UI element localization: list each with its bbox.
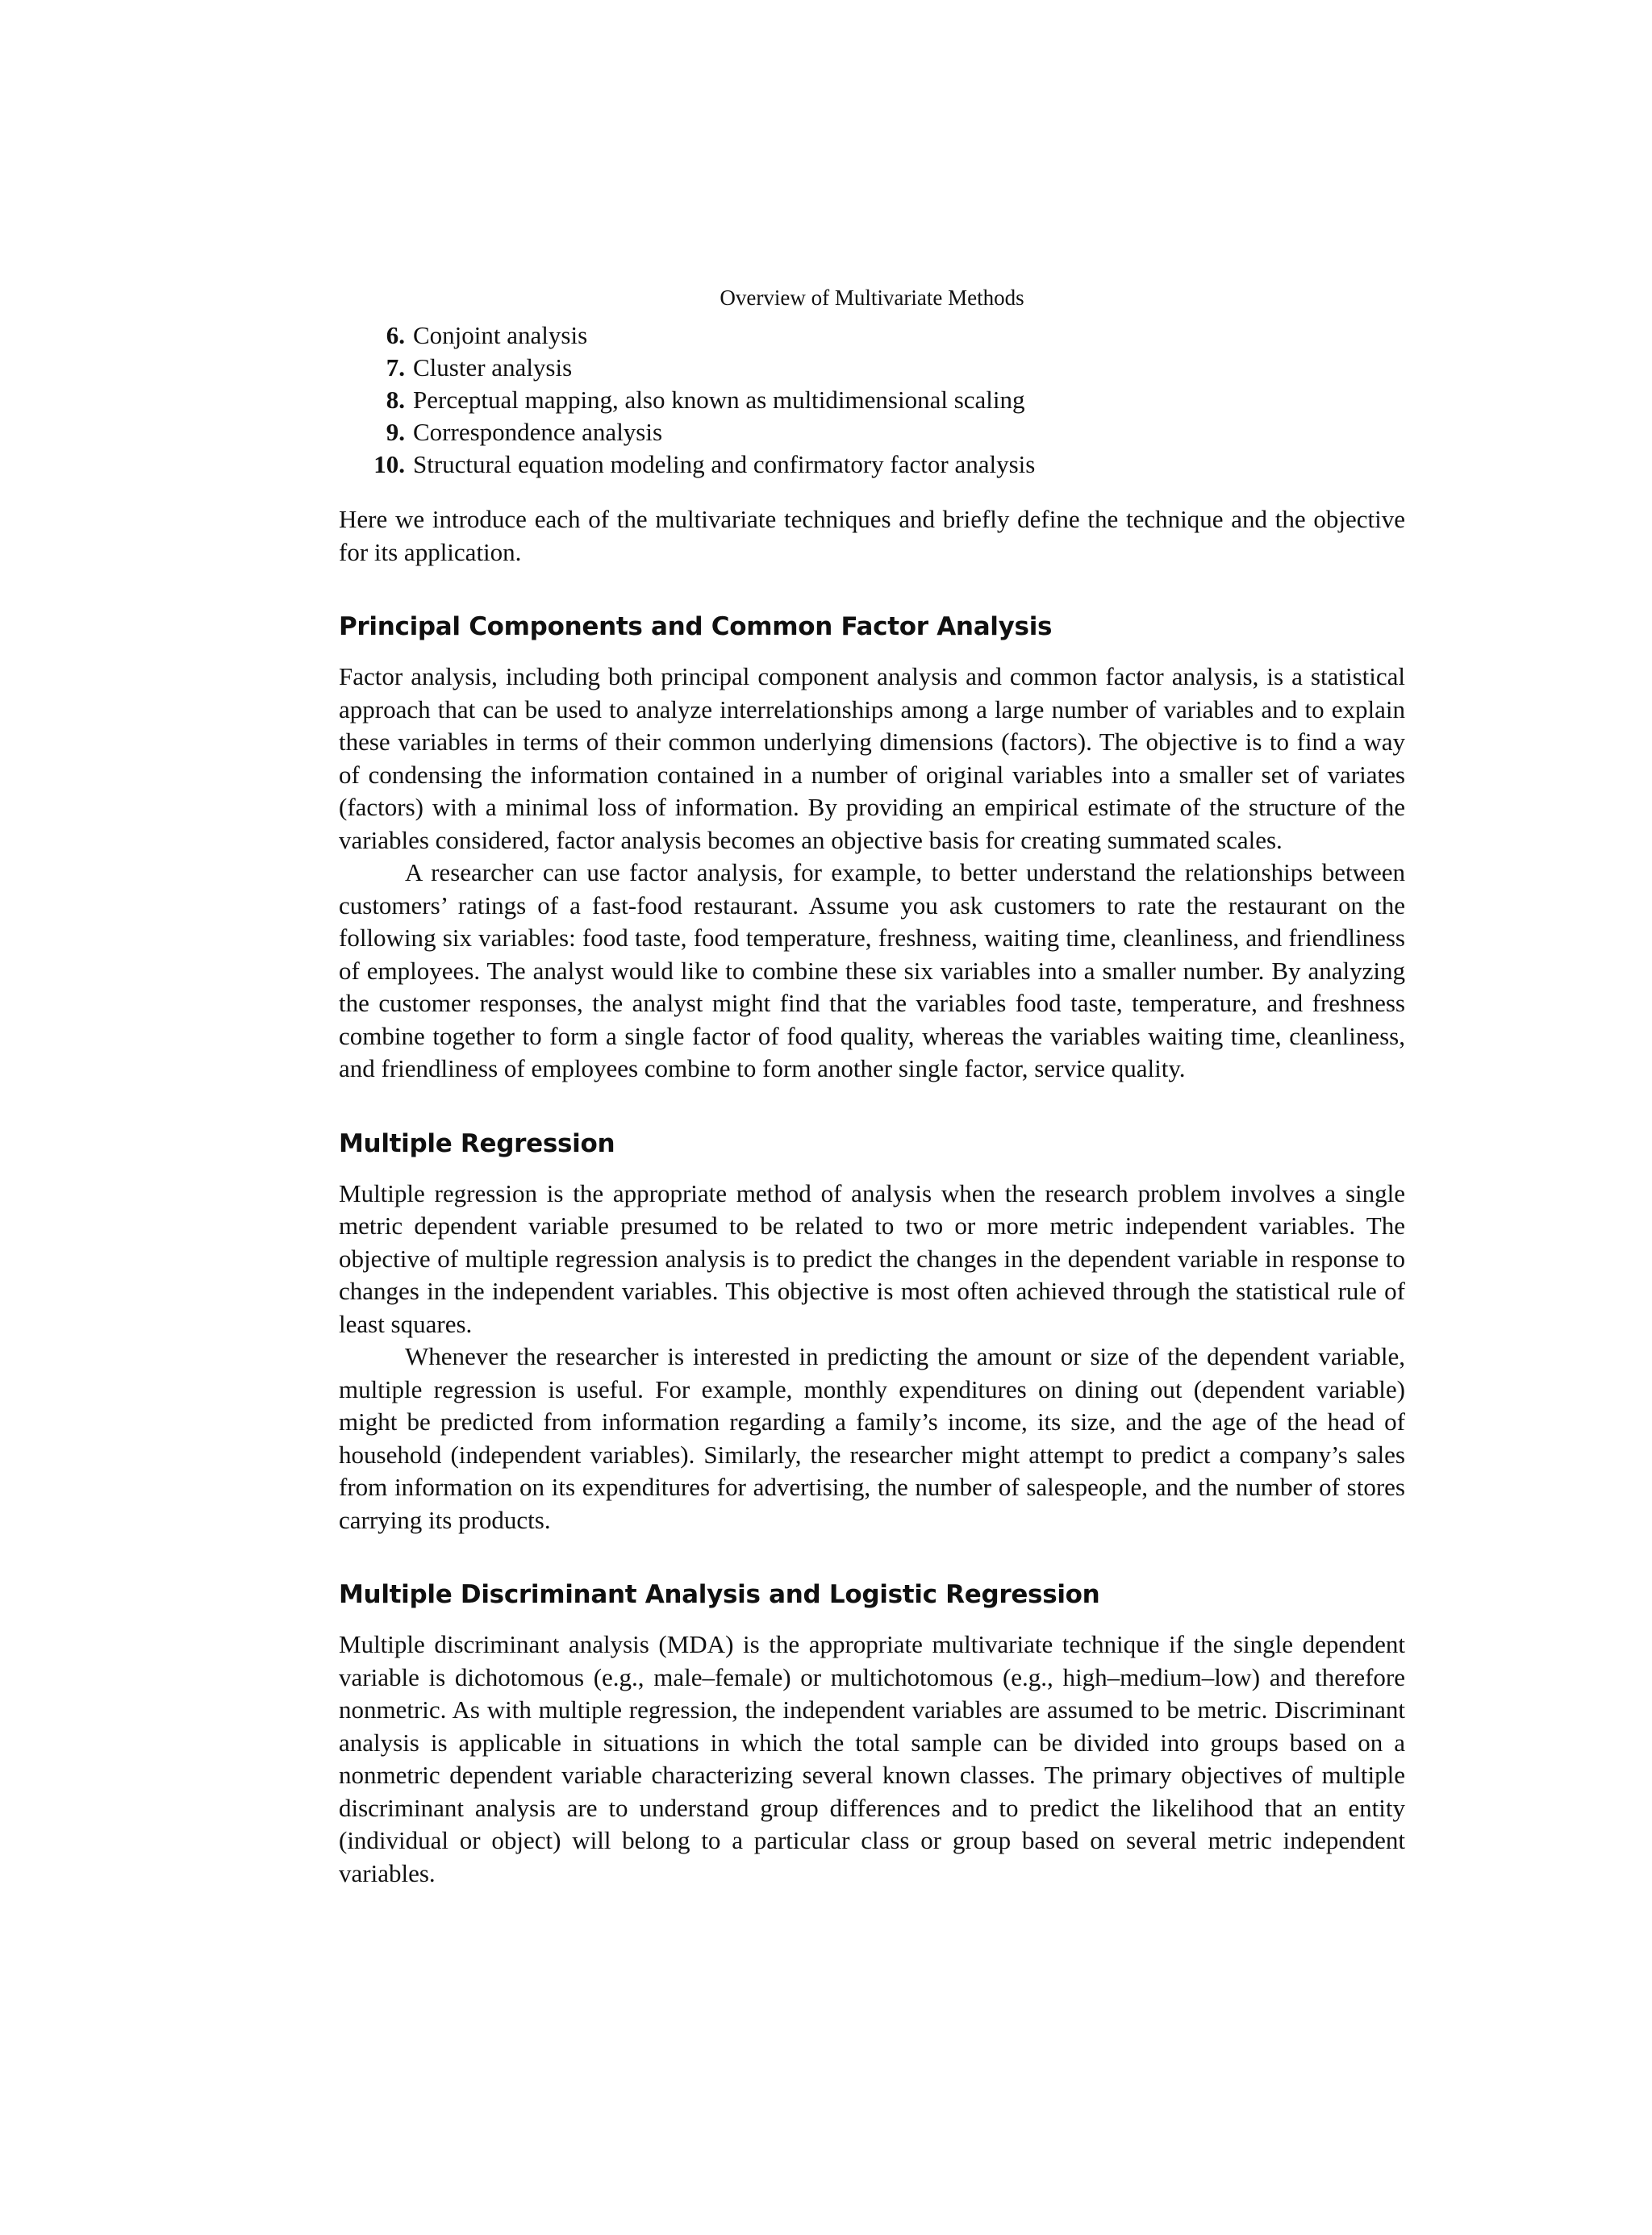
list-item	[339, 319, 1405, 352]
list-item-number: 9.	[386, 418, 405, 446]
running-head: Overview of Multivariate Methods	[720, 286, 1024, 310]
paragraph: Factor analysis, including both principal component analysis and common factor analysis, is a statistical approach that can be used to analyze interrelationships among a large number of variables and to explain these variables in terms of their common underlying dimensions (factors). The objective is to find a way of condensing the information contained in a number of original variables into a smaller set of variates (factors) with a minimal loss of information. By providing an empirical estimate of the structure of the variables considered, factor analysis becomes an objective basis for creating summated scales.	[339, 662, 1405, 854]
list-item-number: 7.	[386, 353, 405, 382]
list-item-number: 10.	[373, 450, 405, 478]
list-item-text: Cluster analysis	[413, 353, 573, 382]
paragraph: A researcher can use factor analysis, for example, to better understand the relationships between customers’ ratings of a fast-food restaurant. Assume you ask customers to rate the restaurant on the following six variables: food taste, food temperature, freshness, waiting time, cleanliness, and friendliness of employees. The analyst would like to combine these six variables into a smaller number. By analyzing the customer responses, the analyst might find that the variables food taste, temperature, and freshness combine together to form a single factor of food quality, whereas the variables waiting time, cleanliness, and friendliness of employees combine to form another single factor, service quality.	[339, 858, 1405, 1082]
technique-list	[339, 319, 1405, 481]
paragraph: Multiple discriminant analysis (MDA) is the appropriate multivariate technique if the single dependent variable is dichotomous (e.g., male–female) or multichotomous (e.g., high–medium–low) and therefore nonmetric. As with multiple regression, the independent variables are assumed to be metric. Discriminant analysis is applicable in situations in which the total sample can be divided into groups based on a nonmetric dependent variable characterizing several known classes. The primary objectives of multiple discriminant analysis are to understand group differences and to predict the likelihood that an entity (individual or object) will belong to a particular class or group based on several metric independent variables.	[339, 1630, 1405, 1887]
list-item	[339, 416, 1405, 448]
list-item-text: Perceptual mapping, also known as multidimensional scaling	[413, 386, 1025, 414]
section-heading-factor-analysis: Principal Components and Common Factor Analysis	[339, 612, 1053, 641]
section-heading-multiple-regression: Multiple Regression	[339, 1128, 615, 1158]
paragraph: Multiple regression is the appropriate method of analysis when the research problem involves a single metric dependent variable presumed to be related to two or more metric independent variables. The objective of multiple regression analysis is to predict the changes in the dependent variable in response to changes in the independent variables. This objective is most often achieved through the statistical rule of least squares.	[339, 1178, 1405, 1338]
list-item	[339, 384, 1405, 416]
list-item	[339, 352, 1405, 384]
list-item	[339, 448, 1405, 481]
list-item-text: Conjoint analysis	[413, 321, 588, 349]
paragraph: Whenever the researcher is interested in predicting the amount or size of the dependent variable, multiple regression is useful. For example, monthly expenditures on dining out (dependent variable) might be predicted from information regarding a family’s income, its size, and the age of the head of household (independent variables). Similarly, the researcher might attempt to predict a company’s sales from information on its expenditures for advertising, the number of salespeople, and the number of stores carrying its products.	[339, 1342, 1405, 1534]
list-item-text: Structural equation modeling and confirmatory factor analysis	[413, 450, 1036, 478]
list-item-number: 6.	[386, 321, 405, 349]
section-heading-discriminant-analysis: Multiple Discriminant Analysis and Logistic Regression	[339, 1580, 1100, 1609]
list-item-number: 8.	[386, 386, 405, 414]
intro-paragraph: Here we introduce each of the multivariate techniques and briefly define the technique and the objective for its application.	[339, 505, 1405, 566]
list-item-text: Correspondence analysis	[413, 418, 663, 446]
document-page	[339, 284, 1405, 1890]
